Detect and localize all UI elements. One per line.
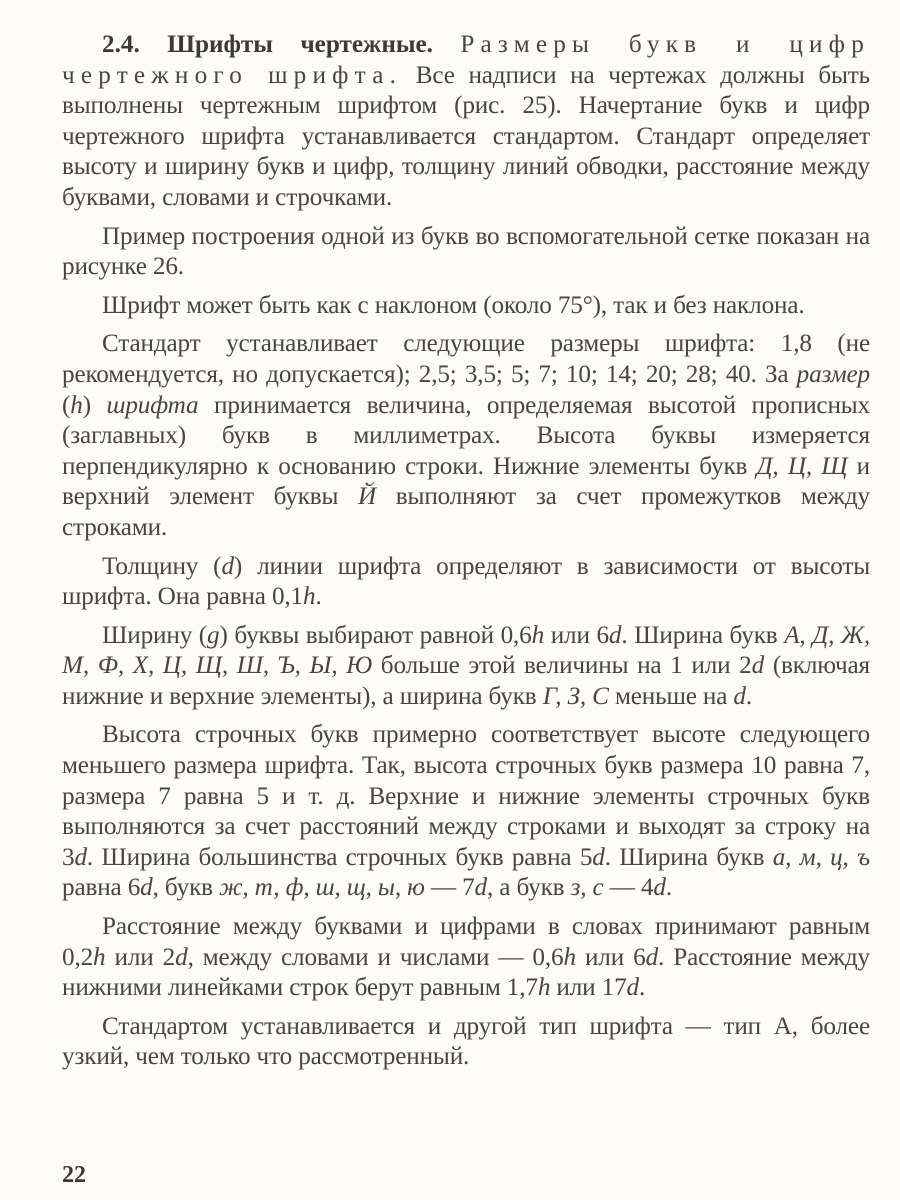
- text-run: и верхний элемент буквы: [62, 452, 870, 511]
- italic-variable: d: [733, 682, 746, 710]
- italic-variable: g: [207, 621, 220, 649]
- paragraph-letter-width: [62, 621, 870, 713]
- italic-variable: d: [653, 874, 666, 902]
- italic-variable: d: [221, 552, 234, 580]
- text-run: или 2: [105, 943, 176, 971]
- italic-letters: ж, т, ф, ш, щ, ы, ю: [219, 874, 425, 902]
- italic-variable: h: [537, 974, 551, 1002]
- italic-variable: d: [751, 652, 765, 680]
- text-run: Стандарт устанавливает следующие размеры шрифта: 1,8 (не рекомендуется, но допускается); 2,5; 3,5; 5; 7; 10; 14; 20; 28; 40. За: [62, 330, 870, 388]
- text-run: , букв: [152, 874, 220, 902]
- text-run: Ширину (: [102, 621, 208, 649]
- text-run: равна 6: [62, 874, 141, 902]
- text-run: Высота строчных букв примерно соответствует высоте следующего меньшего размера шрифта. Так, высота строчных букв размера 10 равна 7, размера 7 равна 5 и т. д. Верхние и нижние элементы строчных букв выполняются за счет расстояний между строками и выходят за строку на 3: [62, 721, 870, 871]
- italic-variable: h: [93, 943, 106, 971]
- italic-letters: Д, Ц, Щ: [756, 452, 848, 480]
- italic-variable: d: [474, 874, 487, 902]
- paragraph-text: Все надписи на чертежах должны быть выполнены чертежным шрифтом (рис. 25). Начертание букв и цифр чертежного шрифта устанавливается стандартом. Стандарт определяет высоту и ширину букв и цифр, толщину линий обводки, расстояние между буквами, словами и строчками.: [62, 61, 870, 211]
- text-run: Толщину (: [102, 552, 222, 580]
- paragraph-section-intro: [62, 30, 870, 214]
- text-run: или 6: [575, 943, 646, 971]
- italic-variable: d: [592, 843, 605, 871]
- text-run: .: [315, 583, 322, 611]
- section-title: Шрифты чертежные.: [167, 31, 433, 58]
- italic-letters: а, м, ц, ъ: [772, 843, 870, 871]
- section-subtitle: Размеры букв и цифр чертежного шрифта.: [62, 31, 870, 89]
- text-run: . Ширина большинства строчных букв равна 5: [86, 843, 593, 871]
- text-run: — 4: [603, 874, 654, 902]
- text-run: ) линии шрифта определяют в зависимости от высоты шрифта. Она равна 0,1: [62, 552, 871, 611]
- text-run: , а букв: [486, 874, 571, 902]
- italic-variable: h: [563, 943, 576, 971]
- text-run: или 17: [550, 974, 627, 1002]
- italic-variable: d: [626, 974, 639, 1002]
- text-run: принимается величина, определяемая высотой прописных (заглавных) букв в миллиметрах. Высота буквы измеряется перпендикулярно к основанию строки. Нижние элементы букв: [62, 391, 870, 480]
- italic-letters: А, Д, Ж, М, Ф, Х, Ц, Щ, Ш, Ъ, Ы, Ю: [62, 621, 870, 680]
- paragraph-slant: Шрифт может быть как с наклоном (около 75°), так и без наклона.: [102, 291, 805, 319]
- text-run: .: [745, 682, 753, 710]
- text-run: . Ширина букв: [604, 843, 773, 871]
- paragraph-line-thickness: [62, 552, 870, 613]
- paragraph-lowercase-height: [62, 720, 870, 904]
- text-run: ): [82, 391, 107, 419]
- page-body: [62, 30, 870, 1081]
- text-run: , между словами и числами — 0,6: [187, 943, 564, 971]
- italic-variable: d: [140, 874, 153, 902]
- section-heading: [102, 31, 433, 58]
- text-run: (включая нижние и верхние элементы), а ширина букв: [62, 652, 870, 710]
- italic-variable: h: [531, 621, 545, 649]
- italic-term: шрифта: [106, 391, 199, 419]
- paragraph-font-sizes: [62, 329, 870, 543]
- italic-letters: з, с: [570, 874, 604, 902]
- text-run: . Расстояние между нижними линейками строк берут равным 1,7: [62, 943, 870, 1002]
- text-run: выполняют за счет промежутков между строками.: [62, 483, 871, 541]
- italic-variable: h: [302, 583, 316, 611]
- italic-variable: d: [645, 943, 659, 971]
- italic-letters: Й: [358, 483, 377, 511]
- text-run: ) буквы выбирают равной 0,6: [219, 621, 532, 649]
- text-run: Расстояние между буквами и цифрами в словах принимают равным 0,2: [62, 913, 870, 971]
- paragraph-spacing: [62, 912, 870, 1004]
- italic-letters: Г, З, С: [542, 682, 609, 710]
- italic-variable: d: [74, 843, 87, 871]
- text-run: или 6: [544, 621, 609, 649]
- italic-variable: h: [70, 391, 83, 419]
- section-number: 2.4.: [102, 31, 140, 58]
- paragraph-grid-example: Пример построения одной из букв во вспомогательной сетке показан на рисунке 26.: [62, 222, 870, 281]
- text-run: больше этой величины на 1 или 2: [372, 652, 752, 680]
- italic-variable: d: [608, 621, 622, 649]
- italic-variable: d: [175, 943, 188, 971]
- italic-term: размер: [796, 360, 870, 388]
- paragraph-type-a: Стандартом устанавливается и другой тип шрифта — тип А, более узкий, чем только что рассмотренный.: [62, 1012, 870, 1071]
- text-run: — 7: [424, 874, 475, 902]
- text-run: .: [665, 874, 672, 902]
- text-run: меньше на: [608, 682, 734, 710]
- page-number: 22: [62, 1162, 86, 1188]
- text-run: . Ширина букв: [621, 621, 785, 649]
- text-run: (: [62, 391, 71, 419]
- text-run: .: [638, 974, 646, 1002]
